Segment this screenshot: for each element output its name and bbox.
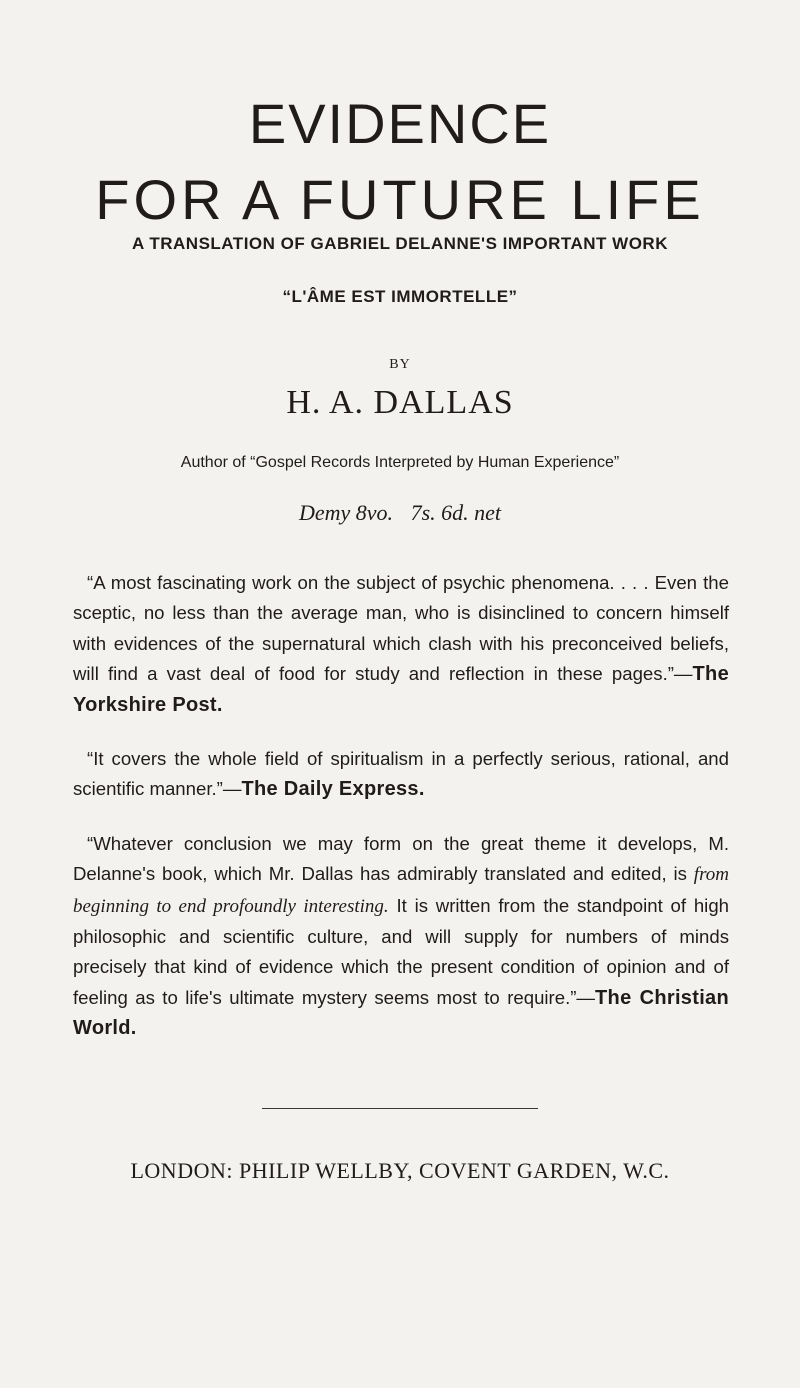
subtitle-line-1: A TRANSLATION OF GABRIEL DELANNE'S IMPORTANT WORK	[131, 234, 668, 253]
review-text: “Whatever conclusion we may form on the great theme it develops, M. Delanne's book, which Mr. Dallas has admirably translated and edited, is	[73, 832, 729, 885]
subtitle-line-2: “L'ÂME EST IMMORTELLE”	[282, 287, 518, 306]
author-name: H. A. DALLAS	[286, 384, 514, 421]
divider-rule	[262, 1108, 538, 1109]
title-line-2: FOR A FUTURE LIFE	[95, 168, 705, 231]
review-source: The Christian World.	[73, 986, 729, 1040]
review-quote	[73, 568, 729, 720]
review-source: The Yorkshire Post.	[73, 663, 729, 716]
review-text-continued: It is written from the standpoint of high philosophic and scientific culture, and will supply for numbers of minds precisely that kind of evidence which the present condition of opinion and of feeling as to life's ultimate mystery seems most to require.”—	[73, 894, 729, 1008]
book-price: 7s. 6d. net	[410, 500, 502, 525]
review-source: The Daily Express.	[241, 778, 425, 801]
price-line	[0, 500, 800, 526]
by-label: BY	[389, 357, 411, 372]
review-text: “A most fascinating work on the subject of psychic phenomena. . . . Even the sceptic, no less than the average man, who is disinclined to concern himself with evidences of the supernatural which clash with his preconceived beliefs, will find a vast deal of food for study and reflection in these pages.”—	[73, 572, 729, 685]
review-quote	[73, 744, 729, 805]
publisher-imprint: LONDON: PHILIP WELLBY, COVENT GARDEN, W.C.	[130, 1158, 670, 1183]
author-of-line: Author of “Gospel Records Interpreted by Human Experience”	[180, 454, 620, 471]
book-format: Demy 8vo.	[298, 500, 394, 525]
review-emphasis: from beginning to end profoundly interesting.	[73, 864, 729, 917]
review-text: “It covers the whole field of spiritualism in a perfectly serious, rational, and scientific manner.”—	[73, 748, 729, 800]
title-line-1: EVIDENCE	[248, 92, 552, 155]
review-list	[73, 568, 729, 1068]
review-quote	[73, 829, 729, 1044]
